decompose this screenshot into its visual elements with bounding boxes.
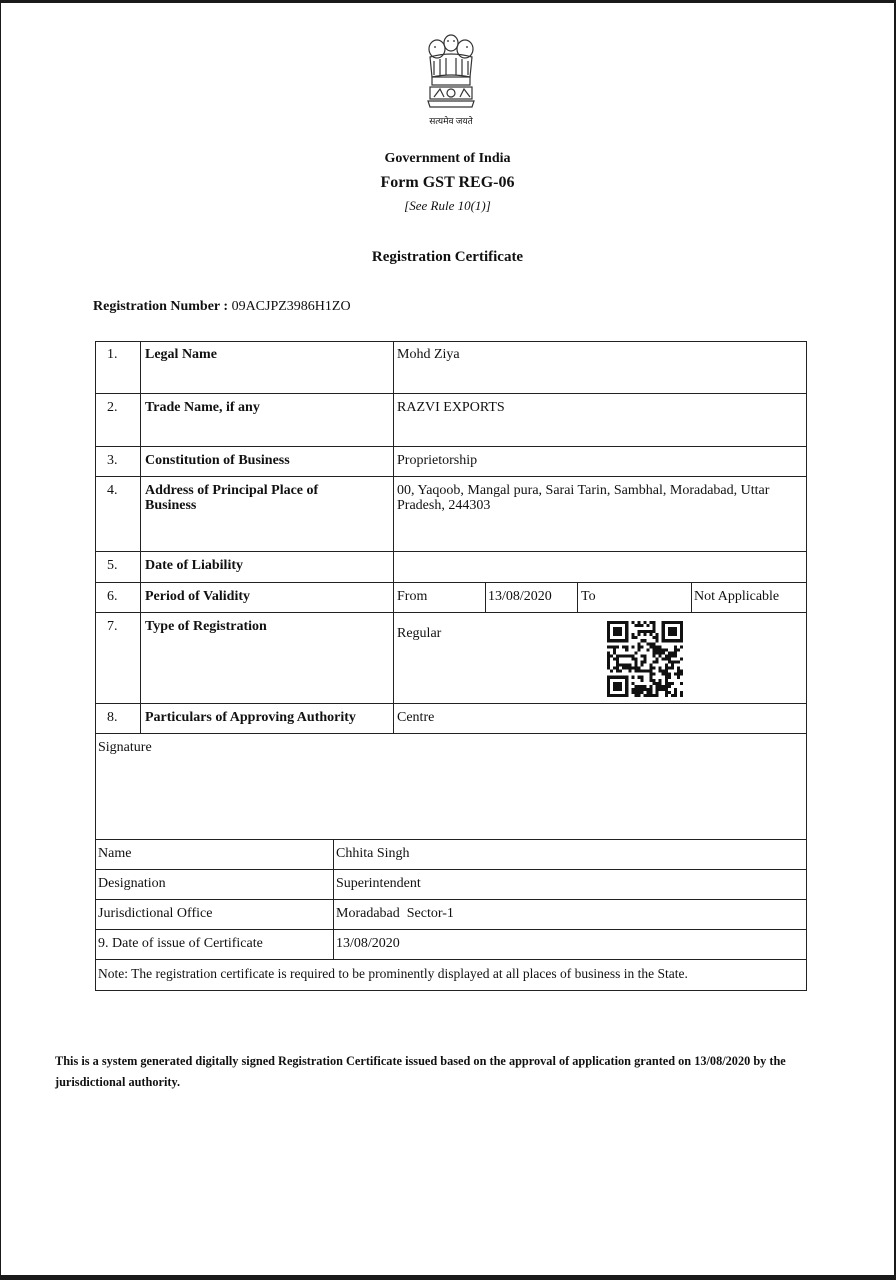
- form-title: Form GST REG-06: [380, 174, 515, 191]
- legal-name-label: Legal Name: [145, 347, 217, 362]
- address-value: 00, Yaqoob, Mangal pura, Sarai Tarin, Sambhal, Moradabad, Uttar Pradesh, 244303: [397, 483, 770, 513]
- approving-authority-value: Centre: [397, 710, 435, 725]
- row-number: 7.: [107, 619, 118, 634]
- row-number: 4.: [107, 483, 118, 498]
- legal-name-value: Mohd Ziya: [397, 347, 460, 362]
- type-of-registration-label: Type of Registration: [145, 619, 267, 634]
- registration-number-value: 09ACJPZ3986H1ZO: [231, 299, 351, 314]
- date-of-issue-label: 9. Date of issue of Certificate: [98, 936, 263, 951]
- motto: सत्यमेव जयते: [429, 116, 473, 126]
- period-of-validity-label: Period of Validity: [145, 589, 251, 604]
- row-number: 2.: [107, 400, 118, 415]
- designation-value: Superintendent: [336, 876, 421, 891]
- row-number: 3.: [107, 453, 118, 468]
- designation-label: Designation: [98, 876, 166, 891]
- qr-code-icon: [607, 621, 683, 697]
- rule-reference: [See Rule 10(1)]: [404, 198, 491, 213]
- system-generated-footer: This is a system generated digitally signed Registration Certificate issued based on the approval of application granted on 13/08/2020 by the jurisdictional authority.: [55, 1054, 786, 1089]
- officer-name-value: Chhita Singh: [336, 846, 410, 861]
- trade-name-value: RAZVI EXPORTS: [397, 400, 505, 415]
- validity-to-value: Not Applicable: [694, 589, 780, 604]
- certificate-page: [1, 3, 894, 1275]
- registration-number: [93, 299, 351, 315]
- display-note: Note: The registration certificate is required to be prominently displayed at all places of business in the State.: [98, 966, 688, 981]
- type-of-registration-value: Regular: [397, 626, 442, 641]
- validity-from-label: From: [397, 589, 428, 604]
- constitution-label: Constitution of Business: [145, 453, 290, 468]
- row-number: 5.: [107, 558, 118, 573]
- approving-authority-label: Particulars of Approving Authority: [145, 710, 356, 725]
- signature-label: Signature: [98, 740, 152, 755]
- row-number: 8.: [107, 710, 118, 725]
- date-of-issue-value: 13/08/2020: [336, 936, 400, 951]
- row-number: 6.: [107, 589, 118, 604]
- registration-number-label: Registration Number :: [93, 299, 229, 314]
- row-number: 1.: [107, 347, 118, 362]
- government-heading: Government of India: [384, 151, 511, 166]
- validity-from-value: 13/08/2020: [488, 589, 552, 604]
- jurisdictional-office-value: Moradabad Sector-1: [336, 906, 454, 921]
- validity-to-label: To: [581, 589, 596, 604]
- trade-name-label: Trade Name, if any: [145, 400, 260, 415]
- constitution-value: Proprietorship: [397, 453, 478, 468]
- officer-name-label: Name: [98, 846, 132, 861]
- emblem: [411, 31, 491, 125]
- date-of-liability-label: Date of Liability: [145, 558, 243, 573]
- certificate-title: Registration Certificate: [371, 249, 524, 265]
- certificate-table: [95, 341, 807, 991]
- address-label: Address of Principal Place of Business: [145, 483, 319, 513]
- ashoka-emblem-icon: [420, 31, 482, 111]
- jurisdictional-office-label: Jurisdictional Office: [98, 906, 213, 921]
